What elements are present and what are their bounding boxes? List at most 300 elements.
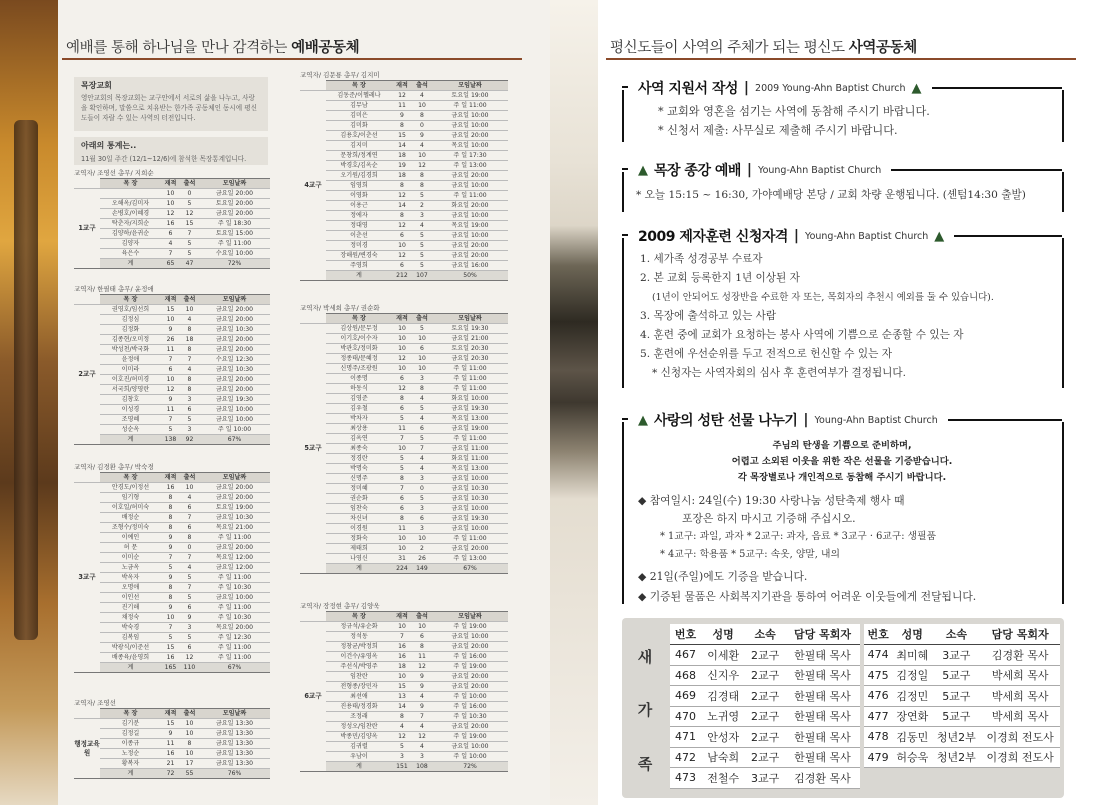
column-header: 모임날짜 <box>432 612 508 622</box>
table-cell: 목요일 10:00 <box>432 141 508 151</box>
table-cell: 이기호/이수자 <box>326 334 392 344</box>
table-row <box>864 706 1060 727</box>
table-row <box>74 633 270 643</box>
table-cell: 이용근 <box>326 201 392 211</box>
cell-group <box>74 284 270 445</box>
table-cell: 3 <box>412 524 432 534</box>
table-row <box>300 181 508 191</box>
table-row <box>74 239 270 249</box>
table-cell: 금요일 20:00 <box>432 251 508 261</box>
table-cell: 6 <box>180 523 199 533</box>
table-cell: 6 <box>392 504 412 514</box>
table-cell: 하동식 <box>326 384 392 394</box>
table-cell: 윤정애 <box>100 355 161 365</box>
table-row <box>300 682 508 692</box>
table-cell: 주 일 11:00 <box>432 364 508 374</box>
table-cell: 김정길 <box>100 729 161 739</box>
column-header: 목 장 <box>326 612 392 622</box>
table-row <box>300 712 508 722</box>
tree-icon: ▲ <box>934 228 945 244</box>
total-cell: 107 <box>412 271 432 281</box>
table-cell: 10 <box>392 544 412 554</box>
table-row <box>300 151 508 161</box>
table-cell: 박세희 목사 <box>980 686 1060 707</box>
table-cell: 5 <box>392 414 412 424</box>
table-cell: 4 <box>412 742 432 752</box>
table-cell: 금요일 20:00 <box>199 209 270 219</box>
table-cell: 금요일 20:00 <box>432 131 508 141</box>
table-cell: 12 <box>392 191 412 201</box>
section-title: 목장 종강 예배 <box>654 163 741 179</box>
table-cell: 7 <box>161 249 180 259</box>
column-header: 소속 <box>745 624 785 645</box>
table-cell: 정종태/문혜정 <box>326 354 392 364</box>
column-header: 출석 <box>180 179 199 189</box>
table-cell: 471 <box>670 727 701 748</box>
table-cell: 정미경 <box>326 241 392 251</box>
table-cell: 11 <box>161 405 180 415</box>
table-cell: 12 <box>392 221 412 231</box>
table-cell: 469 <box>670 686 701 707</box>
table-cell: 김종현/오미정 <box>100 335 161 345</box>
table-row <box>300 324 508 334</box>
total-row <box>74 259 270 269</box>
intro-box <box>74 77 268 131</box>
table-cell: 8 <box>180 533 199 543</box>
section-title: 사랑의 성탄 선물 나누기 <box>654 413 798 429</box>
table-cell: 7 <box>412 444 432 454</box>
title-prefix: 예배를 통해 하나님을 만나 감격하는 <box>66 40 287 56</box>
section-title: 2009 제자훈련 신청자격 <box>638 229 788 245</box>
table-row <box>74 513 270 523</box>
table-cell: 11 <box>161 739 180 749</box>
table-row <box>74 739 270 749</box>
table-cell: 김창호 <box>100 395 161 405</box>
table-cell: 6 <box>180 603 199 613</box>
table-row <box>300 121 508 131</box>
table-cell <box>100 189 161 199</box>
table-cell: 5 <box>180 249 199 259</box>
table-cell: 4 <box>180 365 199 375</box>
stats-title: 아래의 통계는.. <box>81 141 137 150</box>
table-row <box>74 219 270 229</box>
table-cell: 8 <box>392 211 412 221</box>
table-cell: 토요일 19:00 <box>199 503 270 513</box>
total-cell: 계 <box>100 769 161 779</box>
column-header: 모임날짜 <box>432 314 508 324</box>
table-cell: 10 <box>392 324 412 334</box>
table-cell: 477 <box>864 706 892 727</box>
table-cell: 금요일 10:00 <box>199 593 270 603</box>
column-header: 담당 목회자 <box>980 624 1060 645</box>
stats-text: 11월 30일 주간 (12/1~12/6)에 참석한 목장통계입니다. <box>81 155 247 163</box>
table-row <box>300 101 508 111</box>
table-cell: 11 <box>392 101 412 111</box>
new-family-table-right <box>864 624 1060 768</box>
table-row <box>74 199 270 209</box>
table-cell: 금요일 20:00 <box>199 375 270 385</box>
body-line: (1년이 안되어도 성장반을 수료한 자 또는, 목회자의 추천시 예외를 둘 수 있습니다). <box>652 292 994 303</box>
table-cell: 21 <box>161 759 180 769</box>
table-cell: 3 <box>412 474 432 484</box>
group-table <box>74 472 270 673</box>
table-cell: 금요일 10:00 <box>199 405 270 415</box>
table-cell: 진기해 <box>100 603 161 613</box>
total-cell: 110 <box>180 663 199 673</box>
table-cell: 12 <box>392 251 412 261</box>
table-cell: 10 <box>392 534 412 544</box>
table-cell: 주 일 10:00 <box>432 752 508 762</box>
table-cell: 조영혜 <box>100 415 161 425</box>
table-row <box>300 354 508 364</box>
table-cell: 6 <box>412 344 432 354</box>
table-row <box>74 189 270 199</box>
table-cell: 허승욱 <box>892 747 932 768</box>
table-cell: 금요일 10:00 <box>432 181 508 191</box>
table-cell: 주 일 18:30 <box>199 219 270 229</box>
table-cell: 김양하/윤귀순 <box>100 229 161 239</box>
body-line: 4. 훈련 중에 교회가 요청하는 봉사 사역에 기쁨으로 순종할 수 있는 자 <box>640 329 964 341</box>
table-cell: 우남이 <box>326 752 392 762</box>
table-row <box>74 493 270 503</box>
table-cell: 금요일 21:00 <box>432 334 508 344</box>
table-cell: 오해옥/김미자 <box>100 199 161 209</box>
table-cell: 12 <box>412 732 432 742</box>
table-cell: 16 <box>161 749 180 759</box>
table-row <box>74 593 270 603</box>
table-cell: 6 <box>392 404 412 414</box>
table-cell: 10 <box>180 729 199 739</box>
table-cell: 4 <box>412 692 432 702</box>
table-cell: 9 <box>161 533 180 543</box>
total-row <box>300 564 508 574</box>
total-cell: 76% <box>199 769 270 779</box>
table-cell: 주 일 10:00 <box>432 692 508 702</box>
table-header <box>74 295 270 305</box>
section-bracket <box>622 238 1064 388</box>
table-row <box>864 727 1060 748</box>
table-cell: 8 <box>412 642 432 652</box>
table-row <box>74 405 270 415</box>
table-row <box>300 161 508 171</box>
table-row <box>864 645 1060 666</box>
cell-group <box>74 462 270 673</box>
table-cell: 12 <box>392 354 412 364</box>
column-header: 목 장 <box>326 81 392 91</box>
table-cell: 주 일 11:00 <box>432 101 508 111</box>
table-row <box>74 395 270 405</box>
table-cell: 9 <box>392 111 412 121</box>
table-cell: 주 일 13:00 <box>432 554 508 564</box>
total-cell: 212 <box>392 271 412 281</box>
section-header: 2009 제자훈련 신청자격 | Young-Ahn Baptist Church ▲ <box>622 224 1062 248</box>
table-cell: 26 <box>412 554 432 564</box>
total-row <box>74 435 270 445</box>
table-cell: 주 일 19:00 <box>432 732 508 742</box>
table-cell: 474 <box>864 645 892 666</box>
table-row <box>300 642 508 652</box>
table-cell: 주영희 <box>326 261 392 271</box>
title-bold: 예배공동체 <box>291 40 360 56</box>
table-cell: 박관호/정미화 <box>326 344 392 354</box>
table-row <box>300 131 508 141</box>
table-cell: 금요일 10:30 <box>199 365 270 375</box>
table-cell: 주 일 11:00 <box>432 374 508 384</box>
table-cell: 금요일 13:30 <box>199 729 270 739</box>
table-cell: 안경도/이정선 <box>100 483 161 493</box>
table-cell: 2 <box>412 544 432 554</box>
stats-box <box>74 137 268 165</box>
table-cell: 10 <box>412 151 432 161</box>
table-cell: 5 <box>180 593 199 603</box>
table-row <box>300 722 508 732</box>
bullet-line: ◆ 21일(주일)에도 기증을 받습니다. <box>638 570 808 583</box>
table-cell: 정미혜 <box>326 484 392 494</box>
table-cell: 8 <box>180 345 199 355</box>
table-cell: 2교구 <box>745 665 785 686</box>
table-cell: 7 <box>180 513 199 523</box>
table-cell: 주 일 19:00 <box>432 662 508 672</box>
table-cell: 9 <box>412 672 432 682</box>
table-cell: 장연화 <box>892 706 932 727</box>
table-cell: 이호진/허미경 <box>100 375 161 385</box>
table-cell: 16 <box>161 653 180 663</box>
table-cell: 임영희 <box>326 181 392 191</box>
table-cell: 10 <box>412 101 432 111</box>
table-row <box>300 732 508 742</box>
table-row <box>300 652 508 662</box>
table-cell: 10 <box>161 315 180 325</box>
table-cell: 수요일 12:30 <box>199 355 270 365</box>
table-cell: 8 <box>412 181 432 191</box>
header-line <box>932 87 1062 89</box>
table-cell: 0 <box>180 189 199 199</box>
table-cell: 472 <box>670 747 701 768</box>
table-row <box>300 171 508 181</box>
table-cell: 15 <box>392 131 412 141</box>
table-row <box>300 484 508 494</box>
table-cell: 15 <box>180 219 199 229</box>
table-row <box>74 355 270 365</box>
table-row <box>300 261 508 271</box>
table-cell: 금요일 20:00 <box>199 543 270 553</box>
table-cell: 김동준/이헬레나 <box>326 91 392 101</box>
table-cell: 김정민 <box>892 686 932 707</box>
table-row <box>670 645 860 666</box>
table-cell: 권순화 <box>326 494 392 504</box>
total-row <box>74 663 270 673</box>
table-cell: 10 <box>180 305 199 315</box>
body-line: 어렵고 소외된 이웃을 위한 작은 선물을 기증받습니다. <box>731 456 953 467</box>
table-cell: 9 <box>412 702 432 712</box>
table-cell: 9 <box>161 603 180 613</box>
table-row <box>300 201 508 211</box>
table-cell: 7 <box>180 553 199 563</box>
header-line <box>948 419 1062 421</box>
table-row <box>74 425 270 435</box>
table-row <box>74 613 270 623</box>
table-row <box>864 747 1060 768</box>
column-header: 목 장 <box>100 295 161 305</box>
table-cell: 금요일 19:00 <box>432 424 508 434</box>
table-row <box>300 514 508 524</box>
table-cell: 7 <box>180 583 199 593</box>
total-cell: 149 <box>412 564 432 574</box>
table-cell: 5 <box>180 415 199 425</box>
section-title: 사역 지원서 작성 <box>638 81 738 97</box>
table-cell: 8 <box>392 712 412 722</box>
table-cell: 3 <box>412 374 432 384</box>
header-line <box>891 169 1062 171</box>
total-cell: 108 <box>412 762 432 772</box>
table-cell: 18 <box>392 171 412 181</box>
body-line: 5. 훈련에 우선순위를 두고 전적으로 헌신할 수 있는 자 <box>640 348 892 360</box>
table-header <box>300 612 508 622</box>
bullet-line: * 1교구: 과일, 과자 * 2교구: 과자, 음료 * 3교구 · 6교구: 생필품 <box>660 531 937 542</box>
table-cell: 금요일 20:00 <box>432 682 508 692</box>
table-row <box>300 111 508 121</box>
table-cell: 9 <box>161 325 180 335</box>
table-row <box>74 325 270 335</box>
table-row <box>300 632 508 642</box>
tree-icon: ▲ <box>638 412 648 428</box>
table-cell: 6 <box>180 643 199 653</box>
table-cell: 8 <box>161 583 180 593</box>
table-row <box>300 454 508 464</box>
table-cell: 6 <box>392 494 412 504</box>
table-cell: 8 <box>412 384 432 394</box>
table-cell: 김귀렬 <box>326 742 392 752</box>
table-cell: 8 <box>180 375 199 385</box>
body-line: * 교회와 영혼을 섬기는 사역에 동참해 주시기 바랍니다. <box>658 105 930 118</box>
table-cell: 주선식/박영주 <box>326 662 392 672</box>
table-cell: 6 <box>180 503 199 513</box>
table-cell: 18 <box>392 151 412 161</box>
table-row <box>300 622 508 632</box>
table-cell: 10 <box>412 354 432 364</box>
table-cell: 3교구 <box>745 768 785 789</box>
table-row <box>300 424 508 434</box>
table-cell: 10 <box>180 719 199 729</box>
column-header: 출석 <box>412 81 432 91</box>
table-cell: 금요일 10:30 <box>432 494 508 504</box>
table-cell: 한필태 목사 <box>785 645 860 666</box>
table-cell: 화요일 11:00 <box>432 454 508 464</box>
body-line: 각 목장별로나 개인적으로 동참해 주시기 바랍니다. <box>737 472 947 483</box>
table-cell: 금요일 20:00 <box>432 722 508 732</box>
table-cell: 5 <box>161 563 180 573</box>
group-caption: 교역자/ 김경환 총무/ 박숙경 <box>74 463 154 471</box>
body-line: 1. 세가족 성경공부 수료자 <box>640 253 763 265</box>
group-label: 행정교육원 <box>74 719 100 779</box>
table-row <box>300 211 508 221</box>
group-caption: 교역자/ 장정현 총무/ 김양욱 <box>300 602 380 610</box>
column-header: 번호 <box>670 624 701 645</box>
table-cell: 5 <box>392 454 412 464</box>
column-header: 재적 <box>161 709 180 719</box>
table-cell: 16 <box>161 483 180 493</box>
table-cell: 주 일 10:30 <box>199 613 270 623</box>
table-row <box>74 335 270 345</box>
table-cell: 26 <box>161 335 180 345</box>
table-cell: 5 <box>161 633 180 643</box>
table-cell: 이미라 <box>100 365 161 375</box>
table-cell: 주 일 16:00 <box>432 652 508 662</box>
table-cell: 31 <box>392 554 412 564</box>
table-cell: 박광식/이준선 <box>100 643 161 653</box>
table-cell: 4 <box>412 454 432 464</box>
table-cell: 한필태 목사 <box>785 747 860 768</box>
table-cell: 주 일 11:00 <box>199 533 270 543</box>
table-cell: 5 <box>412 434 432 444</box>
table-cell: 8 <box>180 385 199 395</box>
table-cell: 박세희 목사 <box>980 665 1060 686</box>
diamond-bullet-icon: ◆ <box>638 494 647 507</box>
table-cell: 이경희 전도사 <box>980 747 1060 768</box>
table-cell: 10 <box>180 483 199 493</box>
table-cell: 김영준 <box>326 394 392 404</box>
table-row <box>300 231 508 241</box>
table-cell: 476 <box>864 686 892 707</box>
total-row <box>300 271 508 281</box>
table-row <box>300 672 508 682</box>
table-row <box>300 221 508 231</box>
table-cell: 이예인 <box>100 533 161 543</box>
table-cell: 금요일 10:00 <box>199 415 270 425</box>
table-cell: 주 일 12:30 <box>199 633 270 643</box>
table-cell: 권영호/임선희 <box>100 305 161 315</box>
table-cell: 주 일 11:00 <box>199 643 270 653</box>
table-row <box>300 444 508 454</box>
body-line: 주님의 탄생을 기쁨으로 준비하며, <box>772 440 912 451</box>
table-header <box>74 473 270 483</box>
table-row <box>864 686 1060 707</box>
table-cell: 3 <box>392 752 412 762</box>
table-cell: 화요일 10:00 <box>432 394 508 404</box>
table-cell: 금요일 10:00 <box>432 111 508 121</box>
table-cell: 6 <box>392 374 412 384</box>
table-row <box>670 768 860 789</box>
table-cell: 12 <box>412 161 432 171</box>
table-cell: 김옥연 <box>326 434 392 444</box>
table-cell: 청년2부 <box>932 747 980 768</box>
table-cell: 478 <box>864 727 892 748</box>
table-cell: 2교구 <box>745 747 785 768</box>
table-cell: 8 <box>161 493 180 503</box>
table-cell: 금요일 12:00 <box>199 563 270 573</box>
table-cell: 박세희 목사 <box>980 706 1060 727</box>
table-cell: 손병호/이혜경 <box>100 209 161 219</box>
total-cell: 72% <box>432 762 508 772</box>
table-cell: 14 <box>392 201 412 211</box>
group-caption: 교역자/ 박세희 총무/ 권순화 <box>300 304 380 312</box>
table-cell: 16 <box>392 652 412 662</box>
table-cell: 8 <box>392 181 412 191</box>
title-prefix: 평신도들이 사역의 주체가 되는 평신도 <box>610 40 845 56</box>
table-cell: 금요일 20:00 <box>199 305 270 315</box>
total-row <box>74 769 270 779</box>
table-cell: 7 <box>392 632 412 642</box>
table-cell: 전철수 <box>701 768 745 789</box>
table-cell: 11 <box>392 524 412 534</box>
table-header <box>670 624 860 645</box>
total-cell: 151 <box>392 762 412 772</box>
table-cell: 박옥자 <box>100 573 161 583</box>
table-cell: 금요일 10:00 <box>432 211 508 221</box>
cell-group <box>74 698 270 779</box>
column-header: 목 장 <box>326 314 392 324</box>
column-header: 목 장 <box>100 179 161 189</box>
